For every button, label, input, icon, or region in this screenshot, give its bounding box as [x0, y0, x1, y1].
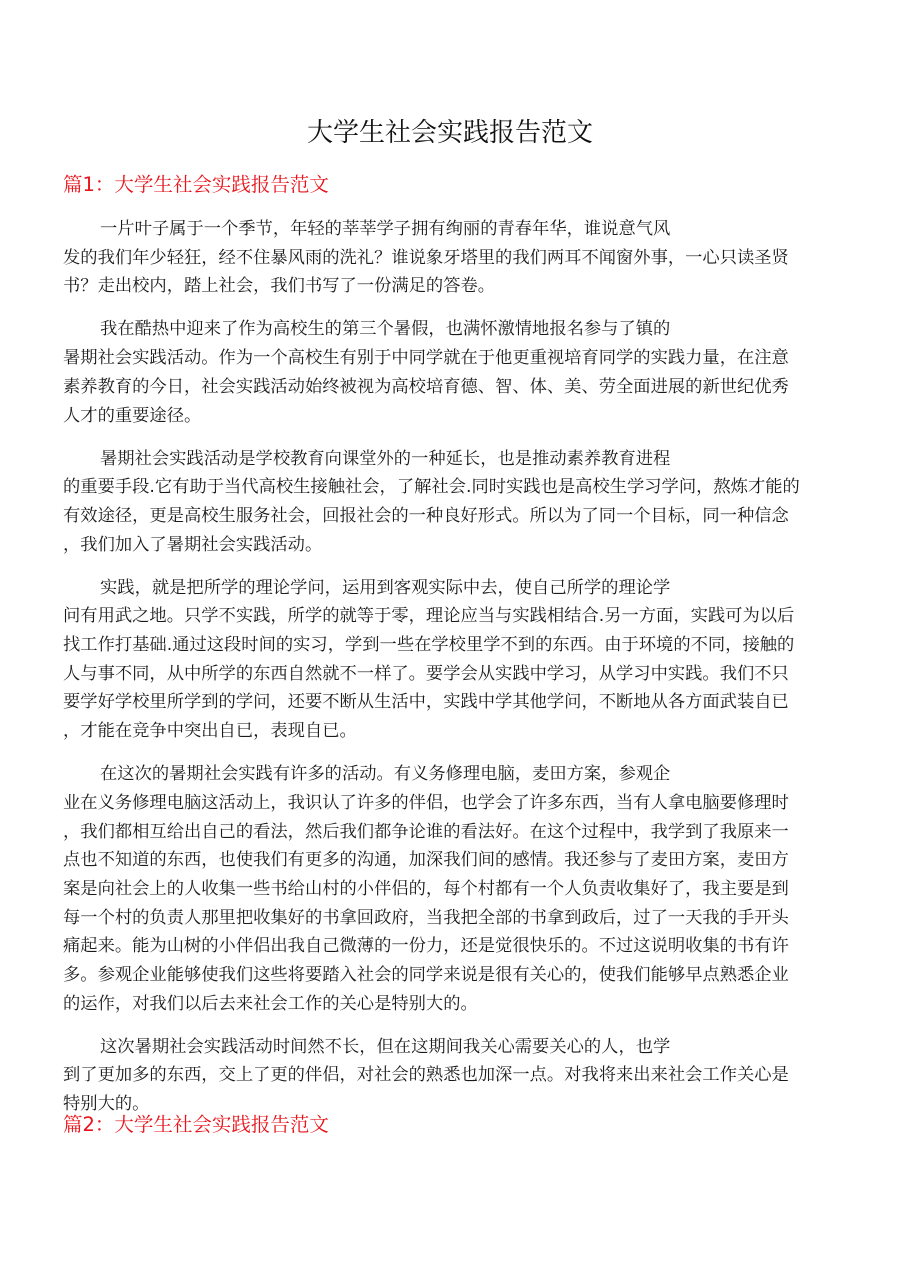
paragraph [63, 215, 853, 301]
paragraph-line: 人与事不同，从中所学的东西自然就不一样了。要学会从实践中学习，从学习中实践。我们不只 [63, 663, 789, 684]
paragraph [63, 574, 853, 746]
paragraph-line: 有效途径，更是高校生服务社会，回报社会的一种良好形式。所以为了同一个目标，同一种信念 [63, 505, 789, 526]
paragraph-line: 业在义务修理电脑这活动上，我识认了许多的伴侣，也学会了许多东西，当有人拿电脑要修理时 [63, 792, 789, 813]
paragraph-line: 暑期社会实践活动。作为一个高校生有别于中同学就在于他更重视培育同学的实践力量，在注意 [63, 348, 789, 369]
paragraph [63, 1033, 853, 1119]
paragraph-line: 发的我们年少轻狂，经不住暴风雨的洗礼？谁说象牙塔里的我们两耳不闻窗外事，一心只读圣贤 [63, 247, 789, 268]
paragraph-line: 特别大的。 [63, 1094, 150, 1115]
paragraph-line: 书？走出校内，踏上社会，我们书写了一份满足的答卷。 [63, 276, 496, 297]
paragraph-line: 每一个村的负责人那里把收集好的书拿回政府，当我把全部的书拿到政后，过了一天我的手开头 [63, 907, 789, 928]
section-1-heading: 篇1：大学生社会实践报告范文 [63, 173, 329, 196]
paragraph-line: 一片叶子属于一个季节，年轻的莘莘学子拥有绚丽的青春年华，谁说意气风 [100, 219, 671, 239]
paragraph-line: ，才能在竞争中突出自已，表现自已。 [63, 721, 357, 742]
paragraph-line: 要学好学校里所学到的学问，还要不断从生活中，实践中学其他学问，不断地从各方面武装自已 [63, 692, 789, 713]
paragraph-line: 实践，就是把所学的理论学问，运用到客观实际中去，使自己所学的理论学 [100, 577, 671, 598]
paragraph [63, 315, 853, 430]
paragraph-line: 人才的重要途径。 [63, 405, 202, 426]
paragraph-line: 点也不知道的东西，也使我们有更多的沟通，加深我们间的感情。我还参与了麦田方案，麦田方 [63, 850, 789, 871]
paragraph-line: 的重要手段.它有助于当代高校生接触社会，了解社会.同时实践也是高校生学习学问，熬炼才能的 [63, 477, 800, 498]
paragraph-line: 找工作打基础.通过这段时间的实习，学到一些在学校里学不到的东西。由于环境的不同，接触的 [63, 635, 795, 656]
paragraph-line: 暑期社会实践活动是学校教育向课堂外的一种延长，也是推动素养教育进程 [100, 448, 671, 469]
paragraph-line: 的运作，对我们以后去来社会工作的关心是特别大的。 [63, 993, 478, 1014]
paragraph-line: ，我们都相互给出自己的看法，然后我们都争论谁的看法好。在这个过程中，我学到了我原来一 [63, 821, 789, 842]
paragraph-line: 案是向社会上的人收集一些书给山村的小伴侣的，每个村都有一个人负责收集好了，我主要是到 [63, 878, 789, 899]
paragraph [63, 760, 853, 1018]
paragraph-line: 素养教育的今日，社会实践活动始终被视为高校培育德、智、体、美、劳全面进展的新世纪优秀 [63, 376, 789, 397]
document-title: 大学生社会实践报告范文 [306, 118, 593, 148]
paragraph-line: 在这次的暑期社会实践有许多的活动。有义务修理电脑，麦田方案，参观企 [100, 764, 671, 785]
paragraph-line: 到了更加多的东西，交上了更的伴侣，对社会的熟悉也加深一点。对我将来出来社会工作关心是 [63, 1065, 789, 1086]
paragraph-line: 这次暑期社会实践活动时间然不长，但在这期间我关心需要关心的人，也学 [100, 1036, 671, 1057]
paragraph-line: ，我们加入了暑期社会实践活动。 [63, 534, 323, 555]
section-1-body [63, 215, 853, 1133]
paragraph [63, 445, 853, 560]
paragraph-line: 多。参观企业能够使我们这些将要踏入社会的同学来说是很有关心的，使我们能够早点熟悉企业 [63, 965, 789, 986]
paragraph-line: 痛起来。能为山树的小伴侣出我自己微薄的一份力，还是觉很快乐的。不过这说明收集的书有许 [63, 936, 789, 957]
section-2-heading: 篇2：大学生社会实践报告范文 [63, 1113, 329, 1136]
paragraph-line: 问有用武之地。只学不实践，所学的就等于零，理论应当与实践相结合.另一方面，实践可为以后 [63, 606, 795, 627]
paragraph-line: 我在酷热中迎来了作为高校生的第三个暑假，也满怀激情地报名参与了镇的 [100, 319, 671, 340]
